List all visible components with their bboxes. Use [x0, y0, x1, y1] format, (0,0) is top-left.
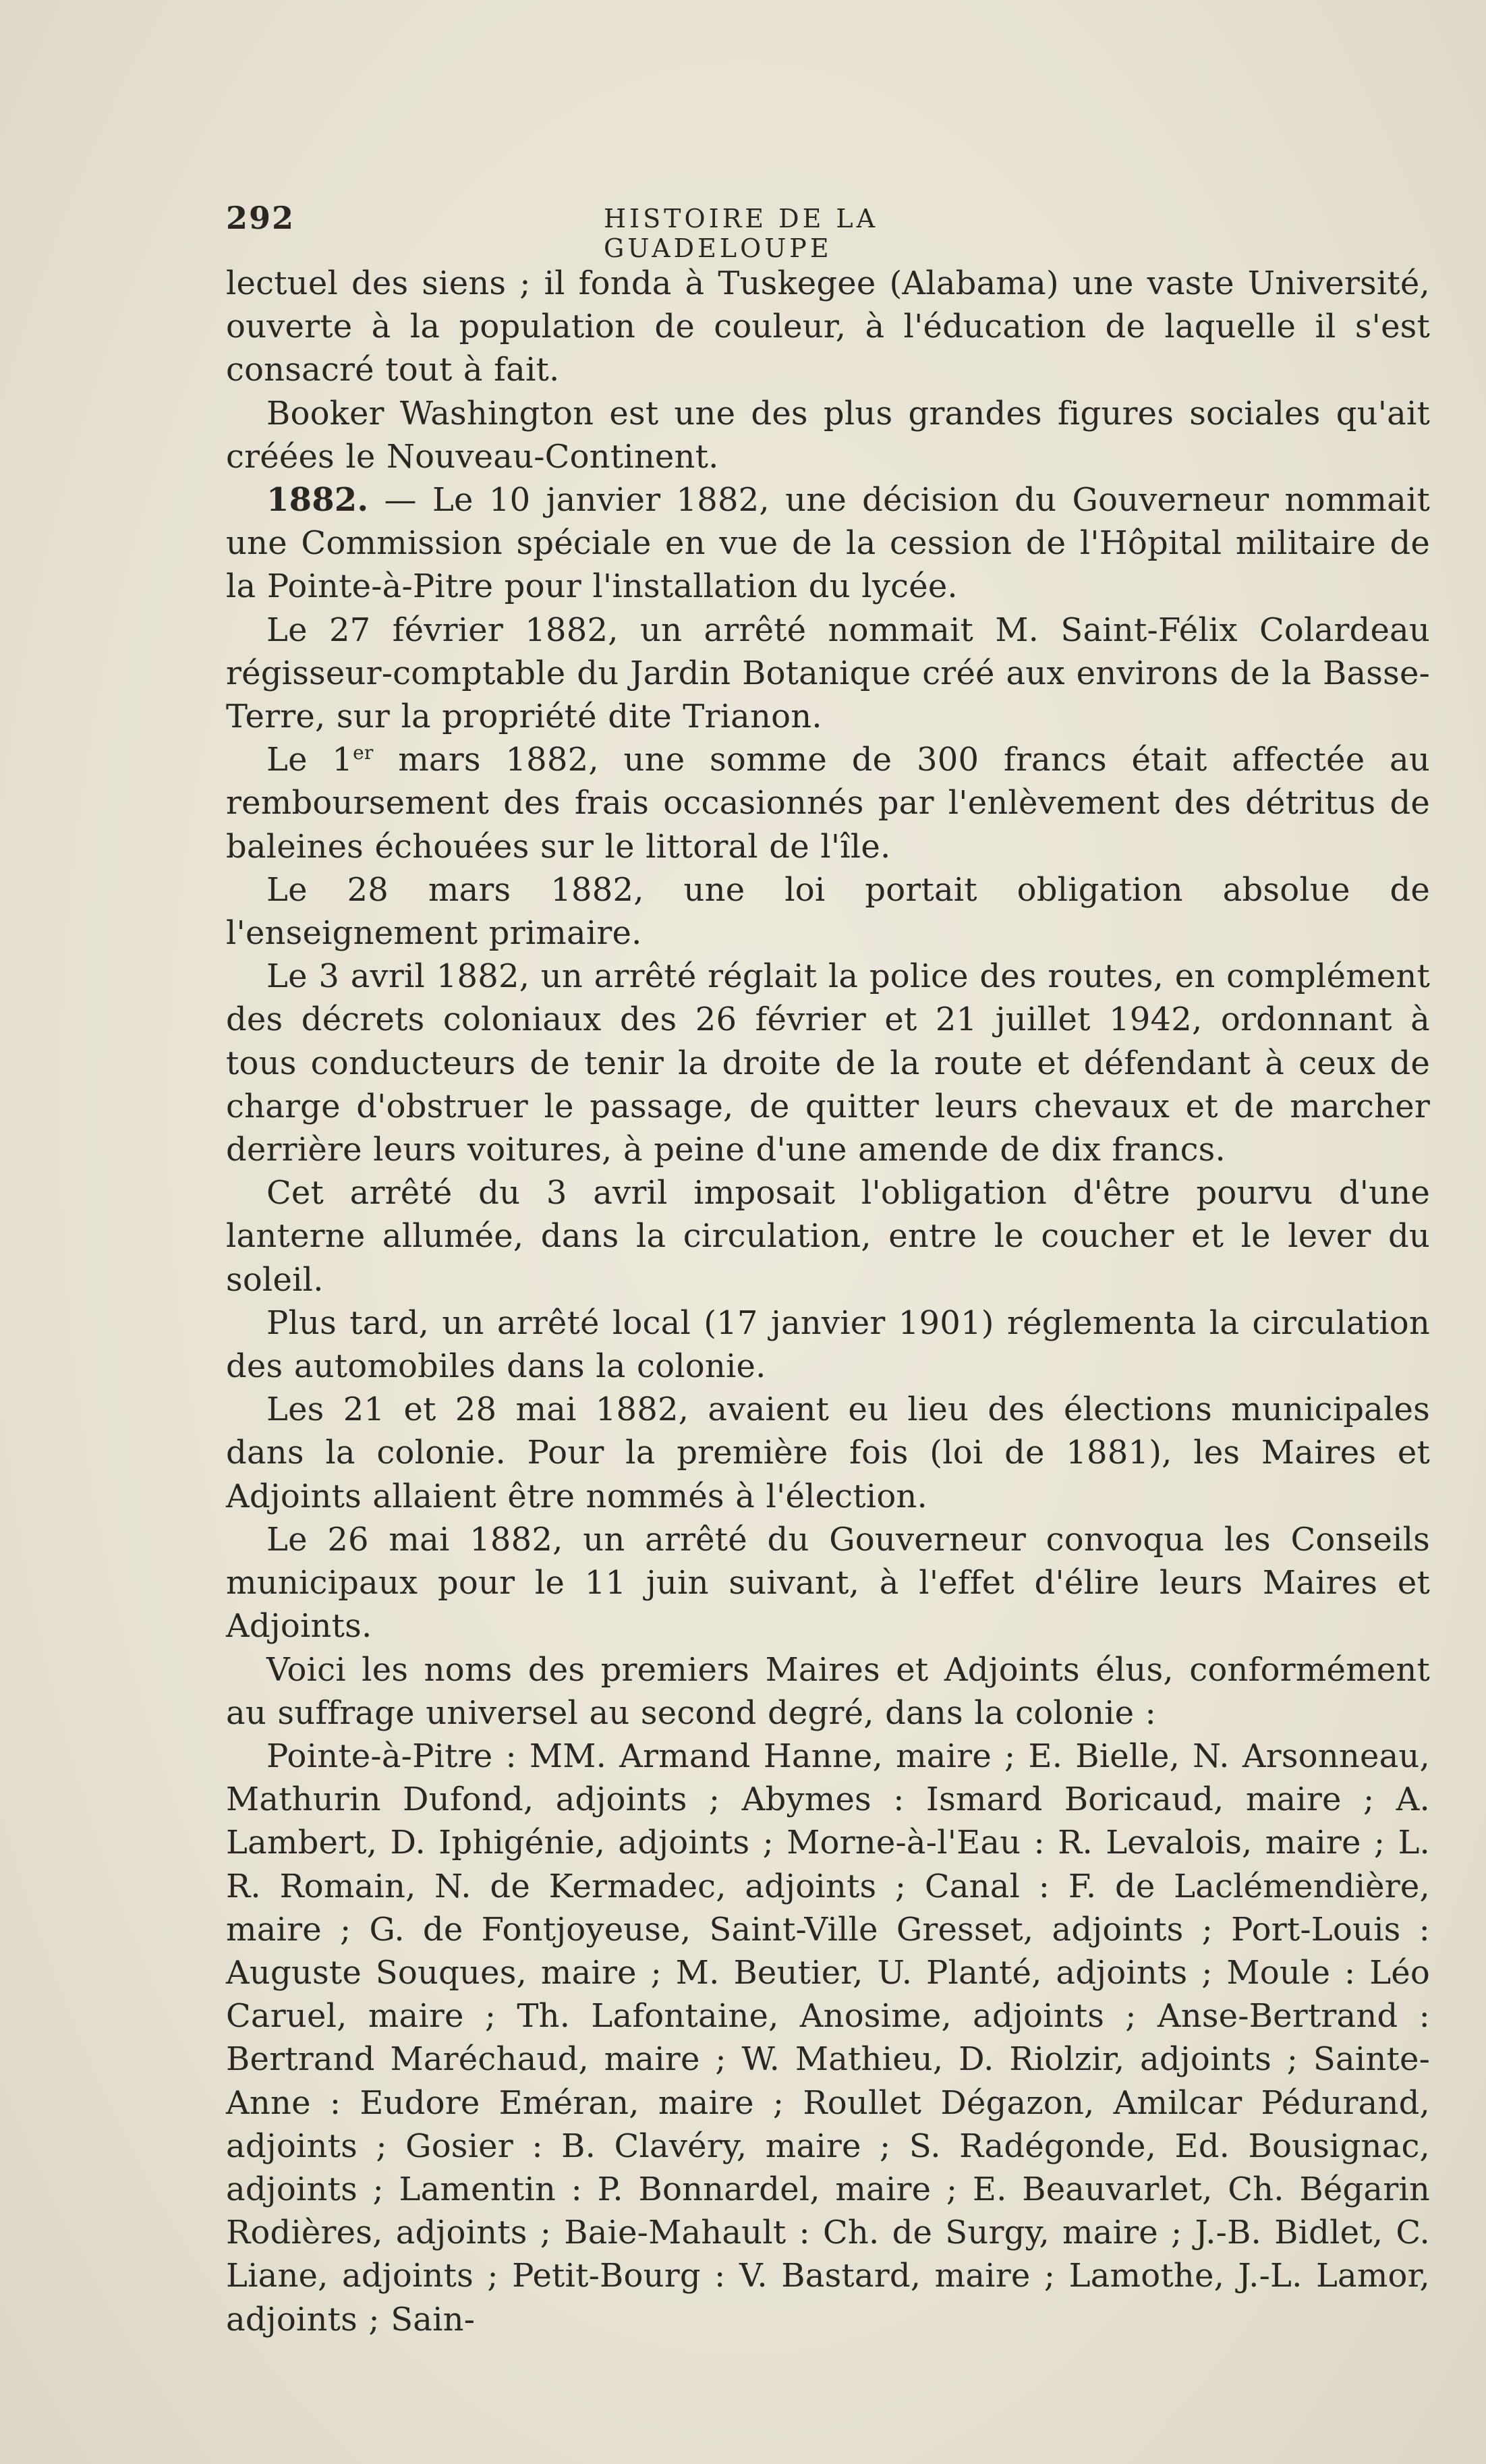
paragraph: Le 3 avril 1882, un arrêté réglait la police des routes, en complément des décrets coloniaux des 26 février et 21 juillet 1942, ordonnant à tous conducteurs de tenir la droite de la route et défendant à ceux de charge d'obstruer le passage, de quitter leurs chevaux et de marcher derrière leurs voitures, à peine d'une amende de dix francs.: [226, 957, 1430, 1169]
paragraph: Pointe-à-Pitre : MM. Armand Hanne, maire ; E. Bielle, N. Arsonneau, Mathurin Dufond, adjoints ; Abymes : Ismard Boricaud, maire ; A. Lambert, D. Iphigénie, adjoints ; Morne-à-l'Eau : R. Levalois, maire ; L. R. Romain, N. de Kermadec, adjoints ; Canal : F. de Laclémendière, maire ; G. de Fontjoyeuse, Saint-Ville Gresset, adjoints ; Port-Louis : Auguste Souques, maire ; M. Beutier, U. Planté, adjoints ; Moule : Léo Caruel, maire ; Th. Lafontaine, Anosime, adjoints ; Anse-Bertrand : Bertrand Maréchaud, maire ; W. Mathieu, D. Riolzir, adjoints ; Sainte-Anne : Eudore Eméran, maire ; Roullet Dégazon, Amilcar Pédurand, adjoints ; Gosier : B. Clavéry, maire ; S. Radégonde, Ed. Bousignac, adjoints ; Lamentin : P. Bonnardel, maire ; E. Beauvarlet, Ch. Bégarin Rodières, adjoints ; Baie-Mahault : Ch. de Surgy, maire ; J.-B. Bidlet, C. Liane, adjoints ; Petit-Bourg : V. Bastard, maire ; Lamothe, J.-L. Lamor, adjoints ; Sain-: [226, 1737, 1430, 2339]
paragraph: Le 28 mars 1882, une loi portait obligation absolue de l'enseignement primaire.: [226, 870, 1430, 953]
paragraph: lectuel des siens ; il fonda à Tuskegee (Alabama) une vaste Université, ouverte à la population de couleur, à l'éducation de laquelle il s'est consacré tout à fait.: [226, 264, 1430, 389]
body-text: [226, 262, 1430, 2341]
paragraph: Les 21 et 28 mai 1882, avaient eu lieu des élections municipales dans la colonie. Pour la première fois (loi de 1881), les Maires et Adjoints allaient être nommés à l'élection.: [226, 1391, 1430, 1515]
year-heading: 1882.: [266, 481, 369, 520]
paragraph: 1882. — Le 10 janvier 1882, une décision du Gouverneur nommait une Commission spéciale en vue de la cession de l'Hôpital militaire de la Pointe-à-Pitre pour l'installation du lycée.: [226, 481, 1430, 606]
paragraph: Le 1er mars 1882, une somme de 300 francs était affectée au remboursement des frais occasionnés par l'enlèvement des détritus de baleines échouées sur le littoral de l'île.: [226, 741, 1430, 866]
paragraph: Le 27 février 1882, un arrêté nommait M. Saint-Félix Colardeau régisseur-comptable du Jardin Botanique créé aux environs de la Basse-Terre, sur la propriété dite Trianon.: [226, 611, 1430, 736]
paragraph: Booker Washington est une des plus grandes figures sociales qu'ait créées le Nouveau-Continent.: [226, 394, 1430, 476]
paragraph: Cet arrêté du 3 avril imposait l'obligation d'être pourvu d'une lanterne allumée, dans la circulation, entre le coucher et le lever du soleil.: [226, 1174, 1430, 1299]
paragraph: Voici les noms des premiers Maires et Adjoints élus, conformément au suffrage universel au second degré, dans la colonie :: [226, 1650, 1430, 1732]
page-header: [226, 200, 1062, 263]
running-title: HISTOIRE DE LA GUADELOUPE: [604, 204, 879, 263]
page-number: 292: [226, 200, 295, 236]
paragraph: Le 26 mai 1882, un arrêté du Gouverneur convoqua les Conseils municipaux pour le 11 juin suivant, à l'effet d'élire leurs Maires et Adjoints.: [226, 1520, 1430, 1646]
paragraph: Plus tard, un arrêté local (17 janvier 1901) réglementa la circulation des automobiles dans la colonie.: [226, 1304, 1430, 1386]
